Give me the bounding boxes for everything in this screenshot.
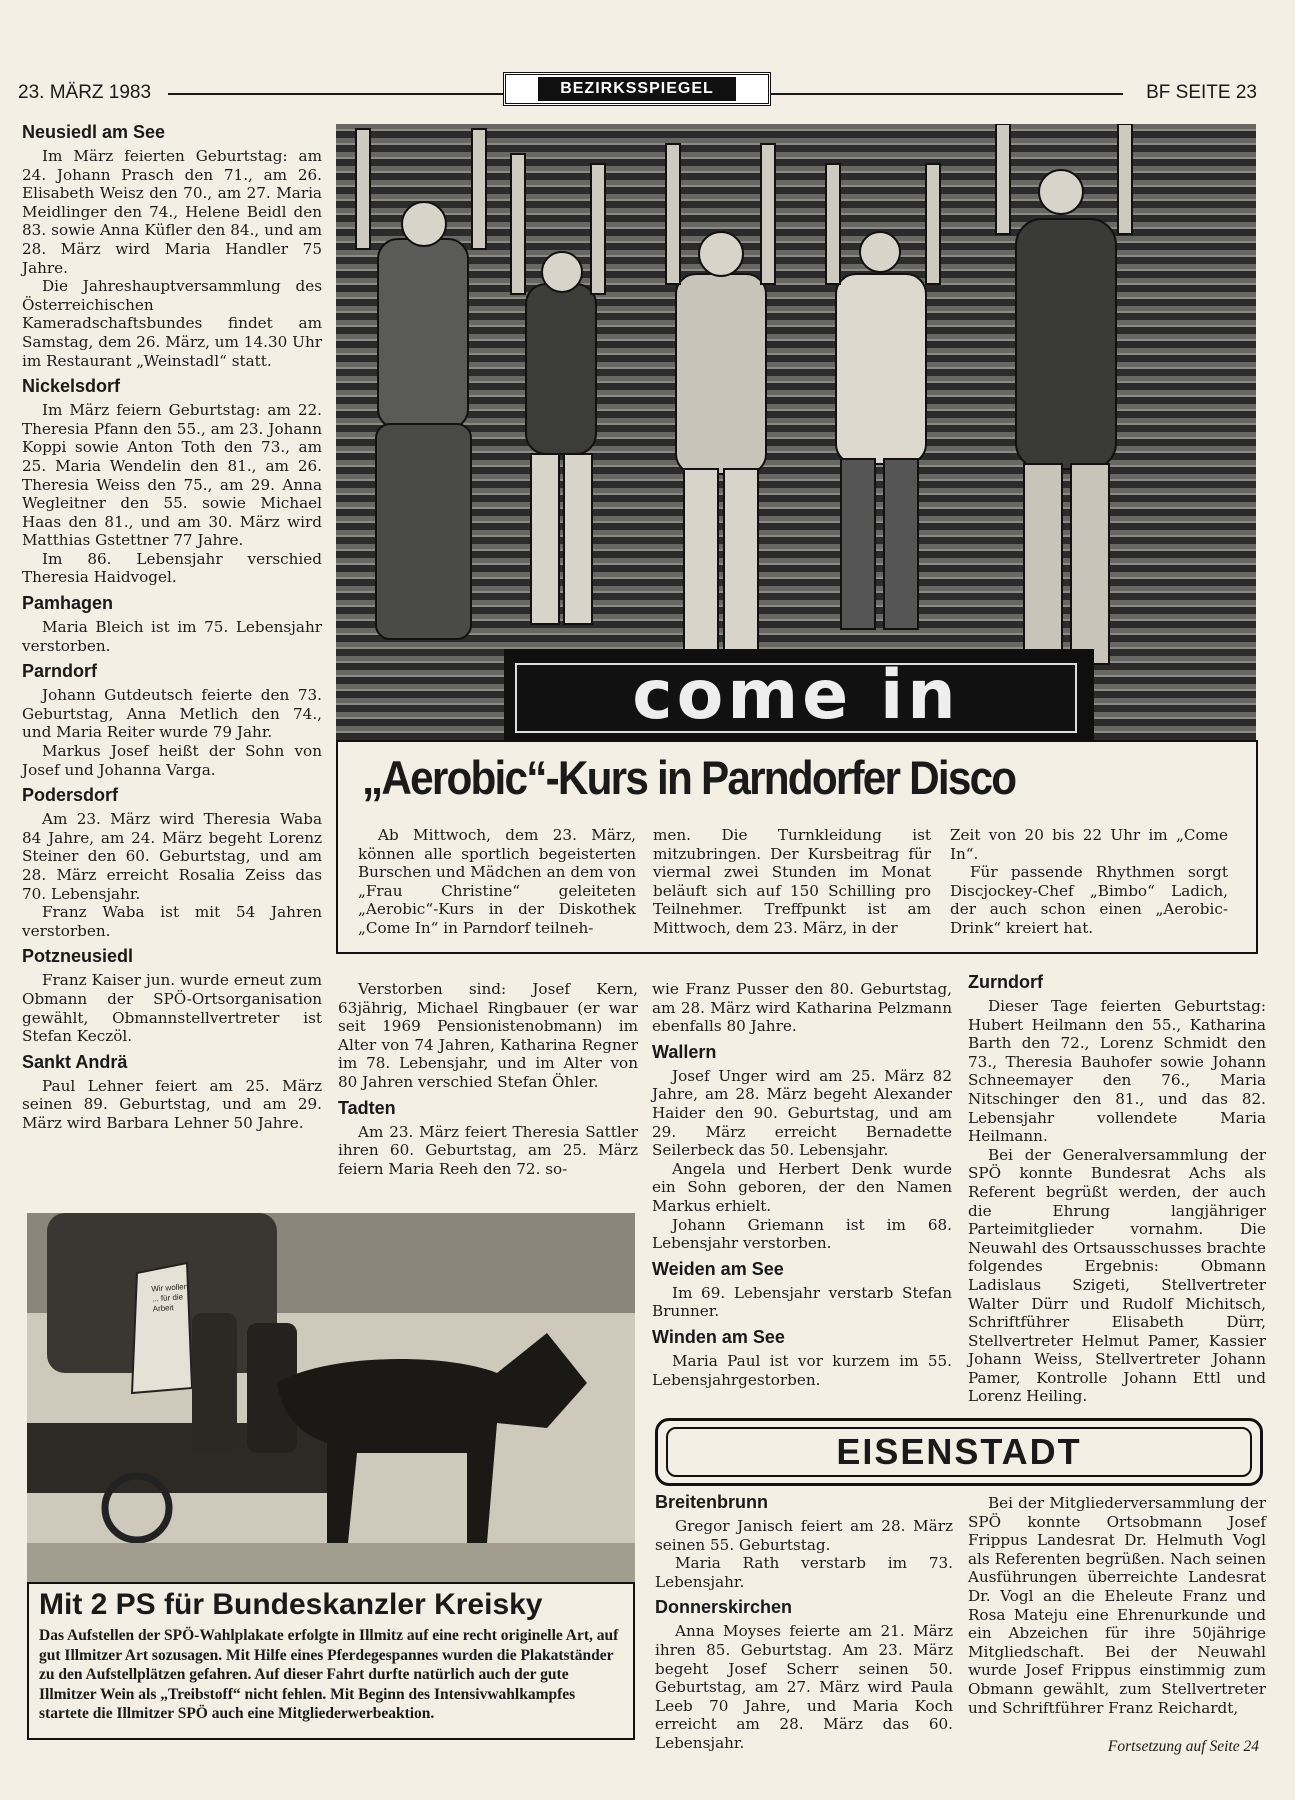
section-heading: Potzneusiedl	[22, 946, 134, 967]
section-heading: Donnerskirchen	[655, 1597, 793, 1618]
news-paragraph: Paul Lehner feiert am 25. März seinen 89. Geburtstag, und am 29. März wird Barbara Lehner 50 Jahre.	[22, 1076, 322, 1132]
aerobic-para: Ab Mittwoch, dem 23. März, können alle sportlich begeisterten Burschen und Mädchen an dem von „Frau Christine“ geleiteten „Aerobic“-Kurs in der Diskothek „Come In“ in Parndorf teilneh-	[358, 826, 636, 937]
kreisky-text: Das Aufstellen der SPÖ-Wahlplakate erfolgte in Illmitz auf eine recht originelle Art, auf gut Illmitzer Art sozusagen. Mit Hilfe eines Pferdegespannes wurden die Plakatständer zu den Aufstellplätzen gefahren. Auf dieser Fahrt durfte natürlich auch der gute Illmitzer Wein als „Treibstoff“ nicht fehlen. Mit Beginn des Intensivwahlkampfes startete die Illmitzer SPÖ auch eine Mitgliederwerbeaktion.	[39, 1627, 619, 1722]
come-in-sign: come in	[632, 656, 960, 735]
section-heading: Podersdorf	[22, 785, 119, 806]
news-paragraph: Verstorben sind: Josef Kern, 63jährig, Michael Ringbauer (er war seit 1969 Pensionistenobmann) im Alter von 74 Jahren, Katharina Regner im 78. Lebensjahr, und im Alter von 80 Jahren verschied Stefan Öhler.	[338, 980, 638, 1091]
news-paragraph: Dieser Tage feierten Geburtstag: Hubert Heilmann den 55., Katharina Barth den 72., Lorenz Schmidt den 73., Theresia Bauhofer sowie Johann Schneemayer den 76., Maria Nitschinger den 81., und das 82. Lebensjahr vollendete Maria Heilmann.	[968, 997, 1266, 1146]
issue-date: 23. MÄRZ 1983	[18, 82, 152, 103]
news-paragraph: Im 86. Lebensjahr verschied Theresia Haidvogel.	[22, 549, 322, 587]
section-heading: Wallern	[652, 1041, 717, 1062]
news-paragraph: Am 23. März wird Theresia Waba 84 Jahre, am 24. März begeht Lorenz Steiner den 60. Geburtstag, und am 28. März erreicht Rosalia Zeiss das 70. Lebensjahr.	[22, 810, 322, 903]
news-paragraph: Bei der Generalversammlung der SPÖ konnte Bundesrat Achs als Referent begrüßt werden, der auch die Ehrung langjähriger Parteimitglieder vornahm. Die Neuwahl des Ortsausschusses brachte folgendes Ergebnis: Obmann Ladislaus Szigeti, Stellvertreter Walter Dürr und Rudolf Michitsch, Schriftführer Elisabeth Dürr, Stellvertreter Helmut Pamer, Kassier Johann Weiss, Stellvertreter Johann Pamer, Kontrolle Johann Ettl und Lorenz Heiling.	[968, 1145, 1266, 1406]
news-paragraph: Im März feierten Geburtstag: am 24. Johann Prasch den 71., am 26. Elisabeth Weisz den 70., am 27. Maria Meidlinger den 74., Helene Beidl den 83. sowie Anna Küfler den 84., und am 28. März wird Maria Handler 75 Jahre.	[22, 147, 322, 277]
aerobic-para: men. Die Turnkleidung ist mitzubringen. Der Kursbeitrag für viermal zwei Stunden im Monat beläuft sich auf 150 Schilling pro Teilnehmer. Treffpunkt ist am Mittwoch, dem 23. März, in der	[653, 826, 931, 937]
section-heading: Breitenbrunn	[655, 1492, 769, 1512]
poster-sign: Wir wollen ... für die Arbeit	[151, 1281, 189, 1314]
kreisky-caption	[27, 1582, 635, 1740]
header-rule-right	[771, 93, 1123, 95]
section-heading: Parndorf	[22, 661, 98, 682]
aerobic-col-2	[653, 826, 931, 938]
news-paragraph: Franz Waba ist mit 54 Jahren verstorben.	[22, 903, 322, 940]
news-paragraph: Maria Bleich ist im 75. Lebensjahr verstorben.	[22, 618, 322, 655]
middle-column-2	[652, 980, 952, 1389]
aerobic-para: Für passende Rhythmen sorgt Discjockey-Chef „Bimbo“ Ladich, der auch schon einen „Aerobic-Drink“ kreiert hat.	[950, 863, 1228, 937]
news-paragraph: Im 69. Lebensjahr verstarb Stefan Brunner.	[652, 1283, 952, 1321]
section-heading: Neusiedl am See	[22, 122, 166, 142]
news-paragraph: Am 23. März feiert Theresia Sattler ihren 60. Geburtstag, am 25. März feiern Maria Reeh den 72. so-	[338, 1122, 638, 1178]
eisenstadt-banner	[655, 1418, 1263, 1486]
section-heading: Pamhagen	[22, 593, 114, 614]
horse-cart-illustration	[27, 1213, 635, 1585]
section-heading: Sankt Andrä	[22, 1051, 128, 1072]
kreisky-title: Mit 2 PS für Bundeskanzler Kreisky	[39, 1588, 543, 1621]
news-paragraph: Im März feiern Geburtstag: am 22. Theresia Pfann den 55., am 23. Johann Koppi sowie Anton Toth den 73., am 25. Maria Wendelin den 81., am 26. Theresia Weiss den 75., am 29. Anna Wegleitner den 55. sowie Michael Haas den 81., und am 30. März wird Matthias Gstettner 77 Jahre.	[22, 401, 322, 550]
aerobic-photo-illustration	[336, 124, 1256, 742]
left-column	[22, 122, 322, 1133]
news-paragraph: Markus Josef heißt der Sohn von Josef und Johanna Varga.	[22, 742, 322, 779]
section-banner	[503, 72, 771, 106]
news-paragraph: Die Jahreshauptversammlung des Österreichischen Kameradschaftsbundes findet am Samstag, dem 26. März, um 14.30 Uhr im Restaurant „Weinstadl“ statt.	[22, 277, 322, 370]
aerobic-headline: „Aerobic“-Kurs in Parndorfer Disco	[362, 751, 1016, 804]
horse-cart-photo	[27, 1213, 635, 1585]
middle-column-1	[338, 980, 638, 1178]
section-heading: Weiden am See	[652, 1258, 784, 1279]
news-paragraph: Gregor Janisch feiert am 28. März seinen 55. Geburtstag.	[655, 1517, 953, 1554]
aerobic-col-3	[950, 826, 1228, 938]
news-paragraph: Franz Kaiser jun. wurde erneut zum Obmann der SPÖ-Ortsorganisation gewählt, Obmannstellvertreter ist Stefan Keczöl.	[22, 971, 322, 1046]
section-heading: Winden am See	[652, 1326, 785, 1347]
page-number: BF SEITE 23	[1146, 82, 1257, 103]
aerobic-photo	[336, 124, 1256, 742]
continued-note: Fortsetzung auf Seite 24	[1107, 1738, 1259, 1755]
section-title: BEZIRKSSPIEGEL	[538, 77, 736, 101]
news-paragraph: Maria Paul ist vor kurzem im 55. Lebensjahrgestorben.	[652, 1351, 952, 1389]
news-paragraph: Maria Rath verstarb im 73. Lebensjahr.	[655, 1554, 953, 1591]
header-rule-left	[168, 93, 503, 95]
news-paragraph: Johann Griemann ist im 68. Lebensjahr verstorben.	[652, 1215, 952, 1253]
news-paragraph: Bei der Mitgliederversammlung der SPÖ konnte Ortsobmann Josef Frippus Landesrat Dr. Helmuth Vogl als Referenten begrüßen. Nach seinen Ausführungen überreichte Landesrat Dr. Vogl an die Eheleute Franz und Rosa Mateju eine Ehrenurkunde und ein Abzeichen für ihre 50jährige Mitgliedschaft. Bei der Neuwahl wurde Josef Frippus einstimmig zum Obmann gewählt, zum Stellvertreter und Schriftführer Franz Reichardt,	[968, 1494, 1266, 1717]
news-paragraph: Anna Moyses feierte am 21. März ihren 85. Geburtstag. Am 23. März begeht Josef Scherr seinen 50. Geburtstag, am 27. März wird Paula Leeb 70 Jahre, und Maria Koch erreicht am 28. März das 60. Lebensjahr.	[655, 1622, 953, 1752]
section-heading: Tadten	[338, 1097, 396, 1118]
eisenstadt-column-2	[968, 1494, 1266, 1717]
aerobic-para: Zeit von 20 bis 22 Uhr im „Come In“.	[950, 826, 1228, 863]
aerobic-col-1	[358, 826, 636, 938]
section-heading: Nickelsdorf	[22, 376, 121, 397]
news-paragraph: wie Franz Pusser den 80. Geburtstag, am 28. März wird Katharina Pelzmann ebenfalls 80 Jahre.	[652, 980, 952, 1036]
news-paragraph: Angela und Herbert Denk wurde ein Sohn geboren, der den Namen Markus erhielt.	[652, 1159, 952, 1215]
eisenstadt-title: EISENSTADT	[836, 1431, 1082, 1472]
right-column	[968, 972, 1266, 1406]
eisenstadt-column-1	[655, 1492, 953, 1753]
news-paragraph: Johann Gutdeutsch feierte den 73. Geburtstag, Anna Metlich den 74., und Maria Reiter wurde 79 Jahr.	[22, 686, 322, 742]
news-paragraph: Josef Unger wird am 25. März 82 Jahre, am 28. März begeht Alexander Haider den 90. Geburtstag, und am 29. März erreicht Bernadette Seilerbeck das 50. Lebensjahr.	[652, 1066, 952, 1160]
section-heading: Zurndorf	[968, 972, 1043, 992]
aerobic-article-box	[336, 740, 1258, 954]
